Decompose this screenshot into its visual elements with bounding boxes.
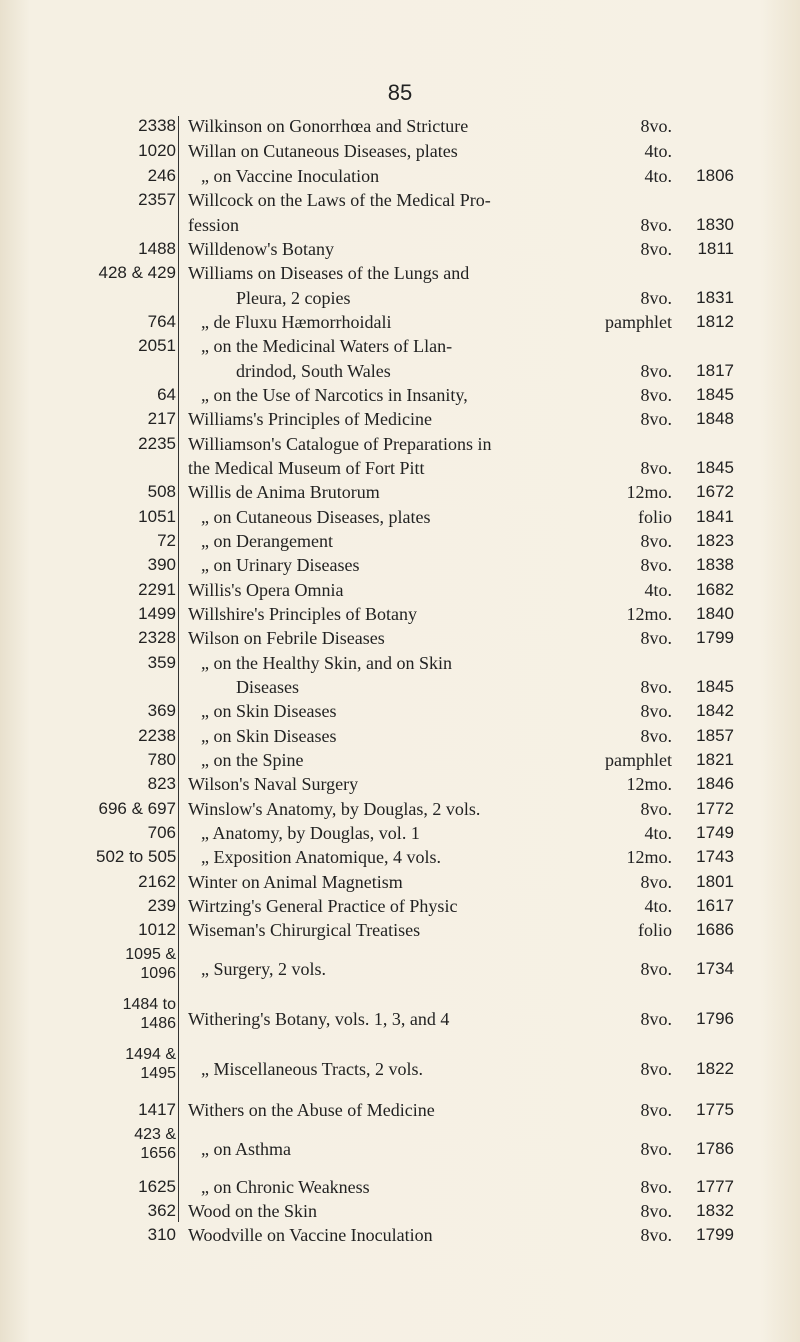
entry-year: 1801 — [696, 872, 734, 891]
entry-format: pamphlet — [605, 312, 672, 332]
entry-format: 8vo. — [640, 1139, 672, 1159]
entry-title: Wilson's Naval Surgery — [188, 774, 359, 794]
entry-year: 1734 — [696, 959, 734, 978]
entry-title: „ on Skin Diseases — [201, 726, 337, 746]
entry-title: Wiseman's Chirurgical Treatises — [188, 920, 421, 940]
entry-format: 8vo. — [640, 799, 672, 819]
entry-year: 1822 — [696, 1059, 734, 1078]
entry-format: 12mo. — [626, 847, 672, 867]
entry-format: 8vo. — [640, 1201, 672, 1221]
entry-year: 1817 — [696, 361, 734, 380]
entry-format: pamphlet — [605, 750, 672, 770]
entry-title: „ on Asthma — [201, 1139, 291, 1159]
entry-title: the Medical Museum of Fort Pitt — [188, 458, 425, 478]
entry-title: Williamson's Catalogue of Preparations in — [188, 434, 492, 454]
entry-title: Pleura, 2 copies — [236, 288, 351, 308]
entry-number: 1499 — [138, 604, 176, 623]
entry-number: 1488 — [138, 239, 176, 258]
entry-format: 8vo. — [640, 239, 672, 259]
entry-title: „ on Chronic Weakness — [201, 1177, 370, 1197]
column-divider — [178, 116, 179, 1222]
entry-format: 8vo. — [640, 1100, 672, 1120]
entry-number: 696 & 697 — [98, 799, 176, 818]
entry-year: 1846 — [696, 774, 734, 793]
entry-title: „ on Cutaneous Diseases, plates — [201, 507, 431, 527]
entry-year: 1743 — [696, 847, 734, 866]
entry-number: 508 — [147, 482, 176, 501]
entry-format: 8vo. — [640, 288, 672, 308]
entry-format: 8vo. — [640, 116, 672, 136]
page-number: 85 — [387, 80, 413, 105]
entry-format: 8vo. — [640, 531, 672, 551]
entry-number: 1494 & 1495 — [125, 1046, 176, 1082]
entry-number: 2051 — [138, 336, 176, 355]
entry-format: 4to. — [644, 166, 672, 186]
entry-title: Winslow's Anatomy, by Douglas, 2 vols. — [188, 799, 481, 819]
entry-year: 1831 — [696, 288, 734, 307]
entry-year: 1845 — [696, 677, 734, 696]
entry-year: 1848 — [696, 409, 734, 428]
entry-title: Willdenow's Botany — [188, 239, 335, 259]
entry-format: 8vo. — [640, 361, 672, 381]
entry-title: Wilson on Febrile Diseases — [188, 628, 385, 648]
entry-number: 428 & 429 — [98, 263, 176, 282]
entry-format: 8vo. — [640, 959, 672, 979]
entry-title: Willis's Opera Omnia — [188, 580, 344, 600]
entry-title: Winter on Animal Magnetism — [188, 872, 403, 892]
entry-format: folio — [638, 507, 672, 527]
entry-year: 1812 — [696, 312, 734, 331]
entry-title: Woodville on Vaccine Inoculation — [188, 1225, 433, 1245]
entry-format: 12mo. — [626, 604, 672, 624]
entry-number: 72 — [157, 531, 176, 550]
entry-number: 2162 — [138, 872, 176, 891]
entry-year: 1799 — [696, 1225, 734, 1244]
entry-title: Diseases — [236, 677, 299, 697]
entry-year: 1823 — [696, 531, 734, 550]
entry-year: 1777 — [696, 1177, 734, 1196]
entry-title: „ on the Medicinal Waters of Llan- — [201, 336, 453, 356]
entry-format: 8vo. — [640, 1177, 672, 1197]
entry-format: 8vo. — [640, 1059, 672, 1079]
entry-format: 4to. — [644, 141, 672, 161]
entry-title: „ on the Use of Narcotics in Insanity, — [201, 385, 468, 405]
entry-title: „ on the Healthy Skin, and on Skin — [201, 653, 452, 673]
entry-format: 8vo. — [640, 458, 672, 478]
entry-number: 1051 — [138, 507, 176, 526]
entry-year: 1672 — [696, 482, 734, 501]
entry-title: Willcock on the Laws of the Medical Pro- — [188, 190, 491, 210]
entry-year: 1786 — [696, 1139, 734, 1158]
entry-format: 4to. — [644, 823, 672, 843]
entry-format: 8vo. — [640, 872, 672, 892]
entry-year: 1796 — [696, 1009, 734, 1028]
entry-number: 2291 — [138, 580, 176, 599]
entry-title: Willan on Cutaneous Diseases, plates — [188, 141, 458, 161]
entry-title: fession — [188, 215, 239, 235]
entry-number: 64 — [157, 385, 176, 404]
entry-title: „ on Derangement — [201, 531, 333, 551]
entry-year: 1842 — [696, 701, 734, 720]
entry-year: 1799 — [696, 628, 734, 647]
entry-title: drindod, South Wales — [236, 361, 391, 381]
entry-year: 1617 — [696, 896, 734, 915]
entry-format: 4to. — [644, 580, 672, 600]
entry-format: 8vo. — [640, 677, 672, 697]
entry-number: 359 — [147, 653, 176, 672]
entry-year: 1857 — [696, 726, 734, 745]
entry-title: Williams's Principles of Medicine — [188, 409, 432, 429]
entry-title: „ de Fluxu Hæmorrhoidali — [201, 312, 392, 332]
entry-year: 1845 — [696, 385, 734, 404]
entry-number: 823 — [147, 774, 176, 793]
entry-number: 502 to 505 — [96, 847, 177, 866]
entry-title: „ Surgery, 2 vols. — [201, 959, 326, 979]
entry-title: „ Miscellaneous Tracts, 2 vols. — [201, 1059, 423, 1079]
entry-format: 8vo. — [640, 409, 672, 429]
entry-format: 8vo. — [640, 1009, 672, 1029]
entry-number: 1484 to 1486 — [122, 996, 176, 1032]
entry-year: 1821 — [696, 750, 734, 769]
entry-number: 246 — [147, 166, 176, 185]
entry-number: 2235 — [138, 434, 176, 453]
entry-year: 1840 — [696, 604, 734, 623]
entry-number: 310 — [147, 1225, 176, 1244]
entry-format: 8vo. — [640, 215, 672, 235]
entry-number: 362 — [147, 1201, 176, 1220]
entry-title: Withering's Botany, vols. 1, 3, and 4 — [188, 1009, 450, 1029]
entry-number: 2328 — [138, 628, 176, 647]
entry-title: Wood on the Skin — [188, 1201, 318, 1221]
entry-year: 1838 — [696, 555, 734, 574]
entry-number: 764 — [147, 312, 176, 331]
entry-format: 8vo. — [640, 555, 672, 575]
entry-title: Willshire's Principles of Botany — [188, 604, 417, 624]
entry-number: 217 — [147, 409, 176, 428]
entry-number: 2238 — [138, 726, 176, 745]
entry-year: 1682 — [696, 580, 734, 599]
entry-year: 1775 — [696, 1100, 734, 1119]
entry-title: Wirtzing's General Practice of Physic — [188, 896, 458, 916]
entry-format: 8vo. — [640, 628, 672, 648]
entry-number: 369 — [147, 701, 176, 720]
entry-format: 8vo. — [640, 726, 672, 746]
entry-year: 1845 — [696, 458, 734, 477]
entry-title: „ Exposition Anatomique, 4 vols. — [201, 847, 441, 867]
entry-year: 1749 — [696, 823, 734, 842]
entry-number: 1625 — [138, 1177, 176, 1196]
entry-title: Williams on Diseases of the Lungs and — [188, 263, 470, 283]
entry-title: „ on the Spine — [201, 750, 304, 770]
entry-year: 1830 — [696, 215, 734, 234]
entry-format: 12mo. — [626, 774, 672, 794]
entry-number: 1020 — [138, 141, 176, 160]
entry-format: folio — [638, 920, 672, 940]
entry-number: 2357 — [138, 190, 176, 209]
entry-title: Willis de Anima Brutorum — [188, 482, 380, 502]
entry-format: 8vo. — [640, 385, 672, 405]
entry-format: 8vo. — [640, 701, 672, 721]
entry-number: 780 — [147, 750, 176, 769]
entry-title: „ Anatomy, by Douglas, vol. 1 — [201, 823, 420, 843]
entry-number: 706 — [147, 823, 176, 842]
entry-title: Withers on the Abuse of Medicine — [188, 1100, 435, 1120]
entry-title: Wilkinson on Gonorrhœa and Stricture — [188, 116, 469, 136]
entry-format: 12mo. — [626, 482, 672, 502]
entry-year: 1811 — [697, 239, 734, 258]
entry-year: 1686 — [696, 920, 734, 939]
entry-number: 1012 — [138, 920, 176, 939]
entry-title: „ on Urinary Diseases — [201, 555, 360, 575]
entry-year: 1772 — [696, 799, 734, 818]
entry-title: „ on Skin Diseases — [201, 701, 337, 721]
entry-year: 1806 — [696, 166, 734, 185]
entry-format: 4to. — [644, 896, 672, 916]
entry-year: 1841 — [696, 507, 734, 526]
entry-number: 1095 & 1096 — [125, 946, 176, 982]
entry-number: 1417 — [138, 1100, 176, 1119]
entry-number: 2338 — [138, 116, 176, 135]
entry-number: 423 & 1656 — [134, 1126, 176, 1162]
entry-year: 1832 — [696, 1201, 734, 1220]
entry-title: „ on Vaccine Inoculation — [201, 166, 380, 186]
entry-number: 239 — [147, 896, 176, 915]
entry-number: 390 — [147, 555, 176, 574]
entry-format: 8vo. — [640, 1225, 672, 1245]
